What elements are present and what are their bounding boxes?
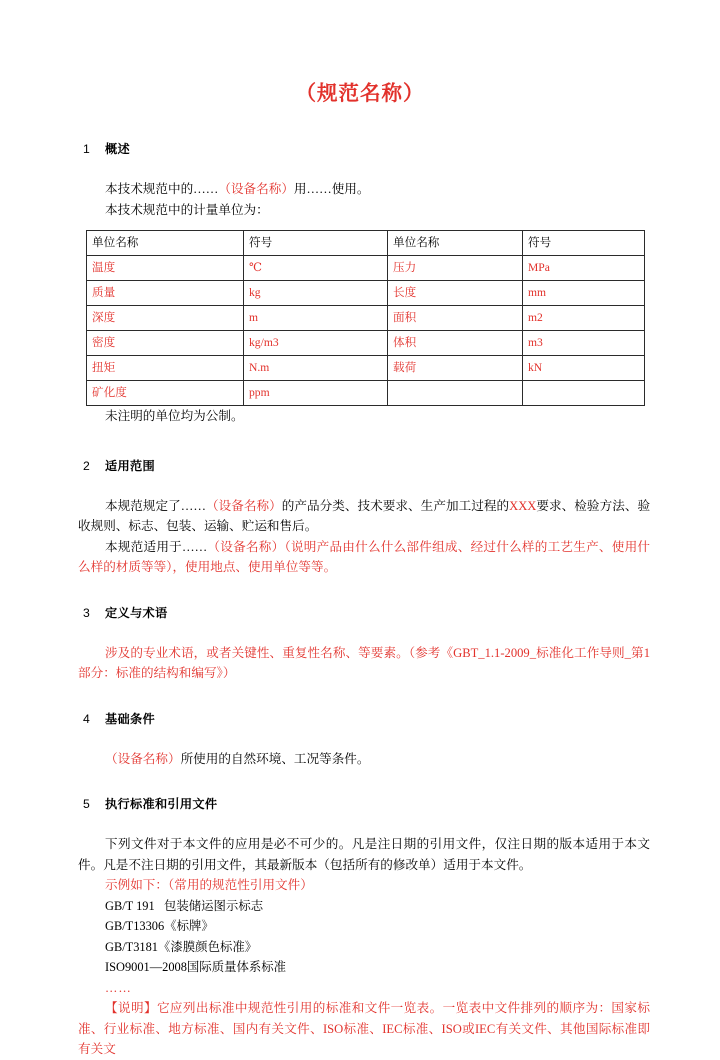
spacer bbox=[0, 157, 720, 179]
section-1-number: 1 bbox=[83, 142, 91, 156]
spacer bbox=[0, 684, 720, 710]
table-cell: mm bbox=[523, 281, 645, 306]
run-text: 本规范适用于…… bbox=[105, 539, 208, 554]
table-cell: 体积 bbox=[388, 331, 523, 356]
table-cell: 密度 bbox=[87, 331, 244, 356]
section-4-number: 4 bbox=[83, 711, 91, 726]
page-title: （规范名称） bbox=[295, 83, 425, 105]
section-3-paragraph-1: 涉及的专业术语，或者关键性、重复性名称、等要素。（参考《GBT_1.1-2009_标准化工作导则_第1部分：标准的结构和编写》） bbox=[78, 645, 650, 680]
table-row bbox=[87, 331, 645, 356]
section-1-paragraph-2 bbox=[0, 200, 720, 221]
table-cell: ppm bbox=[244, 381, 388, 406]
table-header-cell: 符号 bbox=[244, 231, 388, 256]
spacer bbox=[0, 812, 720, 834]
table-header-cell: 单位名称 bbox=[87, 231, 244, 256]
section-5-paragraph-1: 下列文件对于本文件的应用是必不可少的。凡是注日期的引用文件，仅注日期的版本适用于本文件。凡是不注日期的引用文件，其最新版本（包括所有的修改单）适用于本文件。 bbox=[78, 837, 650, 872]
section-5-note: 【说明】它应列出标准中规范性引用的标准和文件一览表。一览表中文件排列的顺序为：国家标准、行业标准、地方标准、国内有关文件、ISO标准、IEC标准、ISO或IEC有关文件、其他国际标准即有关文 bbox=[78, 1001, 650, 1056]
section-2-paragraph-2 bbox=[0, 537, 720, 578]
table-cell: 长度 bbox=[388, 281, 523, 306]
table-cell: 压力 bbox=[388, 256, 523, 281]
list-item: GB/T13306《标牌》 bbox=[105, 919, 214, 933]
table-cell: 载荷 bbox=[388, 356, 523, 381]
run-text-red: （设备名称） bbox=[105, 751, 181, 766]
table-cell: 温度 bbox=[87, 256, 244, 281]
table-row bbox=[87, 306, 645, 331]
list-item: GB/T 191 包装储运图示标志 bbox=[105, 898, 264, 913]
section-1-heading bbox=[0, 140, 720, 157]
spacer bbox=[0, 106, 720, 140]
table-header-cell: 符号 bbox=[523, 231, 645, 256]
table-cell bbox=[523, 381, 645, 406]
table-cell: m bbox=[244, 306, 388, 331]
run-text-red: （设备名称） bbox=[218, 182, 294, 196]
table-cell bbox=[388, 381, 523, 406]
section-5-title: 执行标准和引用文件 bbox=[105, 797, 218, 811]
table-header-row bbox=[87, 231, 645, 256]
table-cell: ℃ bbox=[244, 256, 388, 281]
section-5 bbox=[0, 795, 720, 1060]
section-3-title: 定义与术语 bbox=[105, 605, 168, 620]
section-1-after-table-note: 未注明的单位均为公制。 bbox=[105, 409, 244, 423]
table-row bbox=[87, 356, 645, 381]
table-row bbox=[87, 281, 645, 306]
section-2-number: 2 bbox=[83, 458, 91, 473]
spacer bbox=[0, 474, 720, 496]
section-4-paragraph-1 bbox=[0, 749, 720, 770]
run-text-red: （设备名称） bbox=[205, 498, 282, 513]
table-cell: 扭矩 bbox=[87, 356, 244, 381]
spacer bbox=[0, 769, 720, 795]
section-1-paragraph-1 bbox=[0, 179, 720, 200]
section-2-title: 适用范围 bbox=[105, 458, 155, 473]
spacer bbox=[0, 578, 720, 604]
run-text: 本技术规范中的…… bbox=[105, 182, 219, 196]
spacer bbox=[0, 727, 720, 749]
table-cell: MPa bbox=[523, 256, 645, 281]
section-4-heading bbox=[0, 710, 720, 727]
table-cell: N.m bbox=[244, 356, 388, 381]
section-1-title: 概述 bbox=[105, 142, 130, 156]
section-2 bbox=[0, 457, 720, 578]
table-cell: 深度 bbox=[87, 306, 244, 331]
table-cell: m2 bbox=[523, 306, 645, 331]
ellipsis-marker: …… bbox=[105, 980, 132, 995]
table-cell: kg bbox=[244, 281, 388, 306]
run-text: 的产品分类、技术要求、生产加工过程的 bbox=[281, 498, 510, 513]
section-5-number: 5 bbox=[83, 797, 91, 811]
table-cell: m3 bbox=[523, 331, 645, 356]
section-2-heading bbox=[0, 457, 720, 474]
run-text: 所使用的自然环境、工况等条件。 bbox=[180, 751, 370, 766]
run-text: 要求、检验方法、验收规则、标志、包装、运输、贮运和售后。 bbox=[78, 498, 651, 533]
spacer bbox=[0, 427, 720, 457]
spacer bbox=[0, 621, 720, 643]
table-row bbox=[87, 381, 645, 406]
section-5-example-label: 示例如下：（常用的规范性引用文件） bbox=[105, 878, 313, 892]
section-3-number: 3 bbox=[83, 605, 91, 620]
reference-list bbox=[0, 896, 720, 999]
units-table bbox=[86, 230, 645, 406]
run-text: 用……使用。 bbox=[293, 182, 370, 196]
spacer bbox=[0, 220, 720, 230]
section-4 bbox=[0, 710, 720, 770]
table-cell: kg/m3 bbox=[244, 331, 388, 356]
list-item: ISO9001—2008国际质量体系标准 bbox=[105, 960, 287, 974]
run-text: 本规范规定了…… bbox=[105, 498, 206, 513]
table-cell: kN bbox=[523, 356, 645, 381]
run-text: 本技术规范中的计量单位为： bbox=[105, 202, 269, 217]
table-cell: 矿化度 bbox=[87, 381, 244, 406]
section-4-title: 基础条件 bbox=[105, 711, 155, 726]
table-row bbox=[87, 256, 645, 281]
list-item: GB/T3181《漆膜颜色标准》 bbox=[105, 939, 258, 954]
table-header-cell: 单位名称 bbox=[388, 231, 523, 256]
section-3-heading bbox=[0, 604, 720, 621]
table-cell: 面积 bbox=[388, 306, 523, 331]
section-5-heading bbox=[0, 795, 720, 812]
run-text-red: XXX bbox=[509, 498, 537, 513]
run-text-red: （设备名称）（说明产品由什么什么部件组成、经过什么样的工艺生产、使用什么样的材质等等），使用地点、使用单位等等。 bbox=[78, 539, 651, 574]
table-cell: 质量 bbox=[87, 281, 244, 306]
section-1 bbox=[0, 140, 720, 427]
section-3 bbox=[0, 604, 720, 684]
section-2-paragraph-1 bbox=[0, 496, 720, 537]
